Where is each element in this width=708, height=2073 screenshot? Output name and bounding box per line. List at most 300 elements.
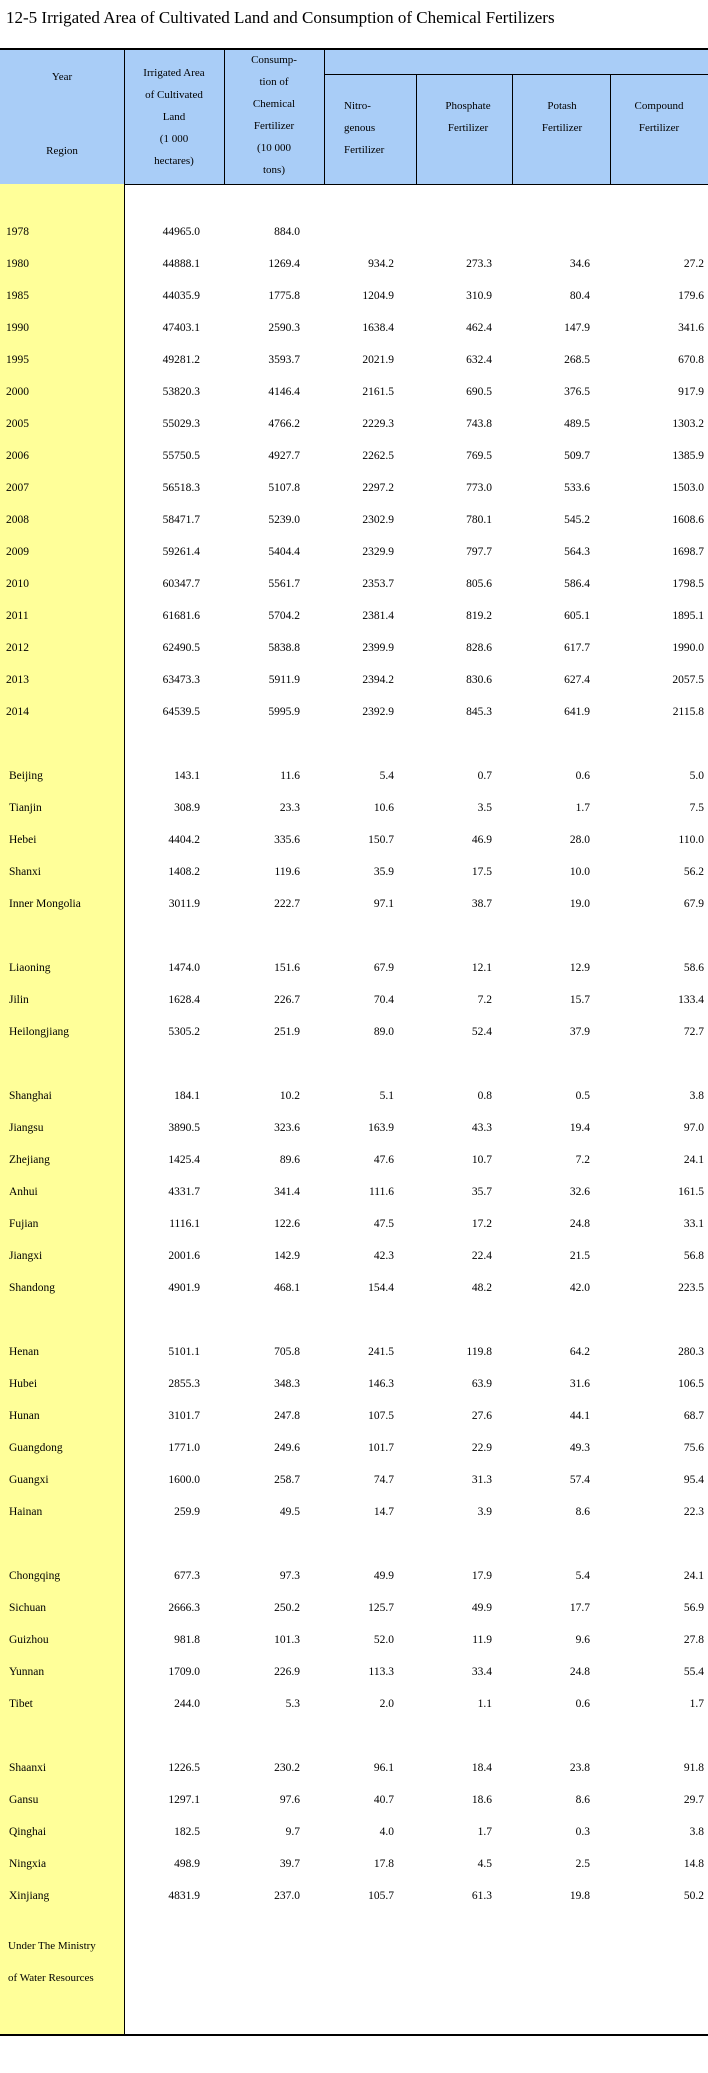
table-cell: 4.5 bbox=[477, 1858, 492, 1870]
table-row bbox=[0, 1464, 708, 1496]
row-label: Henan bbox=[9, 1346, 40, 1358]
table-cell: 40.7 bbox=[373, 1794, 394, 1806]
table-cell: 46.9 bbox=[471, 834, 492, 846]
row-label: Tianjin bbox=[9, 802, 42, 814]
table-cell: 161.5 bbox=[678, 1186, 704, 1198]
table-cell: 1775.8 bbox=[268, 290, 300, 302]
table-row bbox=[0, 664, 708, 696]
header-consumption: Consump- tion of Chemical Fertilizer (10 000 tons) bbox=[251, 54, 297, 176]
header-potash: Potash Fertilizer bbox=[541, 100, 583, 134]
row-label: Shanxi bbox=[9, 866, 41, 878]
table-cell: 917.9 bbox=[678, 386, 704, 398]
table-cell: 1.1 bbox=[477, 1698, 492, 1710]
table-row bbox=[0, 1080, 708, 1112]
table-cell: 2229.3 bbox=[362, 418, 394, 430]
table-cell: 797.7 bbox=[466, 546, 492, 558]
table-row bbox=[0, 1592, 708, 1624]
table-cell: 47403.1 bbox=[162, 322, 200, 334]
table-cell: 55750.5 bbox=[162, 450, 200, 462]
table-cell: 27.8 bbox=[683, 1634, 704, 1646]
table-cell: 147.9 bbox=[564, 322, 590, 334]
table-cell: 586.4 bbox=[564, 578, 590, 590]
table-cell: 59261.4 bbox=[162, 546, 200, 558]
table-cell: 4146.4 bbox=[268, 386, 300, 398]
table-row bbox=[0, 1112, 708, 1144]
table-cell: 250.2 bbox=[274, 1602, 300, 1614]
table-cell: 627.4 bbox=[564, 674, 590, 686]
row-label: Liaoning bbox=[9, 962, 51, 974]
table-cell: 1628.4 bbox=[168, 994, 200, 1006]
table-cell: 35.7 bbox=[471, 1186, 492, 1198]
table-cell: 5995.9 bbox=[268, 706, 300, 718]
table-cell: 0.8 bbox=[477, 1090, 492, 1102]
row-label: 2012 bbox=[6, 642, 29, 654]
table-cell: 64539.5 bbox=[162, 706, 200, 718]
row-label: 2010 bbox=[6, 578, 29, 590]
table-cell: 1297.1 bbox=[168, 1794, 200, 1806]
table-cell: 5.0 bbox=[689, 770, 704, 782]
table-cell: 110.0 bbox=[678, 834, 704, 846]
header-stub-region: Region bbox=[46, 145, 78, 157]
table-row bbox=[0, 440, 708, 472]
table-cell: 2329.9 bbox=[362, 546, 394, 558]
table-cell: 5561.7 bbox=[268, 578, 300, 590]
table-cell: 670.8 bbox=[678, 354, 704, 366]
table-cell: 2297.2 bbox=[362, 482, 394, 494]
row-label: 1985 bbox=[6, 290, 29, 302]
row-label: Hainan bbox=[9, 1506, 43, 1518]
table-cell: 24.8 bbox=[569, 1666, 590, 1678]
table-cell: 44.1 bbox=[569, 1410, 590, 1422]
table-cell: 63473.3 bbox=[162, 674, 200, 686]
table-cell: 97.3 bbox=[279, 1570, 300, 1582]
table-cell: 10.7 bbox=[471, 1154, 492, 1166]
row-label: 2014 bbox=[6, 706, 29, 718]
footer-note bbox=[8, 1930, 96, 1994]
table-cell: 5239.0 bbox=[268, 514, 300, 526]
table-cell: 641.9 bbox=[564, 706, 590, 718]
table-cell: 2.0 bbox=[379, 1698, 394, 1710]
table-cell: 29.7 bbox=[683, 1794, 704, 1806]
table-row bbox=[0, 760, 708, 792]
table-cell: 2001.6 bbox=[168, 1250, 200, 1262]
table-cell: 3.8 bbox=[689, 1826, 704, 1838]
table-cell: 5704.2 bbox=[268, 610, 300, 622]
table-cell: 1204.9 bbox=[362, 290, 394, 302]
table-cell: 0.6 bbox=[575, 770, 590, 782]
table-cell: 151.6 bbox=[274, 962, 300, 974]
row-label: Gansu bbox=[9, 1794, 39, 1806]
table-cell: 11.6 bbox=[280, 770, 300, 782]
table-cell: 154.4 bbox=[368, 1282, 394, 1294]
table-cell: 773.0 bbox=[466, 482, 492, 494]
table-cell: 4766.2 bbox=[268, 418, 300, 430]
table-cell: 97.1 bbox=[373, 898, 394, 910]
row-label: 2006 bbox=[6, 450, 29, 462]
table-cell: 308.9 bbox=[174, 802, 200, 814]
row-label: Hunan bbox=[9, 1410, 40, 1422]
table-cell: 47.6 bbox=[373, 1154, 394, 1166]
row-label: Guangdong bbox=[9, 1442, 63, 1454]
table-cell: 226.7 bbox=[274, 994, 300, 1006]
row-label: Yunnan bbox=[9, 1666, 45, 1678]
table-row bbox=[0, 408, 708, 440]
table-row bbox=[0, 1432, 708, 1464]
table-row bbox=[0, 1336, 708, 1368]
table-cell: 705.8 bbox=[274, 1346, 300, 1358]
table-cell: 0.5 bbox=[575, 1090, 590, 1102]
table-cell: 55029.3 bbox=[162, 418, 200, 430]
table-cell: 323.6 bbox=[274, 1122, 300, 1134]
table-cell: 1408.2 bbox=[168, 866, 200, 878]
table-cell: 179.6 bbox=[678, 290, 704, 302]
table-cell: 3011.9 bbox=[168, 898, 200, 910]
table-row bbox=[0, 1752, 708, 1784]
table-cell: 1.7 bbox=[689, 1698, 704, 1710]
table-cell: 280.3 bbox=[678, 1346, 704, 1358]
table-cell: 49.9 bbox=[373, 1570, 394, 1582]
table-cell: 22.4 bbox=[471, 1250, 492, 1262]
header-subrule bbox=[324, 74, 708, 75]
table-cell: 58.6 bbox=[683, 962, 704, 974]
table-cell: 56518.3 bbox=[162, 482, 200, 494]
table-row bbox=[0, 1272, 708, 1304]
table-cell: 119.6 bbox=[274, 866, 300, 878]
table-cell: 56.8 bbox=[683, 1250, 704, 1262]
row-label: 2011 bbox=[6, 610, 29, 622]
table-cell: 348.3 bbox=[274, 1378, 300, 1390]
table-cell: 37.9 bbox=[569, 1026, 590, 1038]
table-row bbox=[0, 1016, 708, 1048]
table-cell: 5.1 bbox=[379, 1090, 394, 1102]
table-cell: 60347.7 bbox=[162, 578, 200, 590]
table-cell: 1698.7 bbox=[672, 546, 704, 558]
row-label: Guangxi bbox=[9, 1474, 49, 1486]
table-cell: 617.7 bbox=[564, 642, 590, 654]
table-cell: 4404.2 bbox=[168, 834, 200, 846]
table-cell: 7.2 bbox=[477, 994, 492, 1006]
row-label: Shanghai bbox=[9, 1090, 52, 1102]
table-cell: 1.7 bbox=[575, 802, 590, 814]
table-cell: 5.4 bbox=[379, 770, 394, 782]
table-cell: 2399.9 bbox=[362, 642, 394, 654]
table-cell: 80.4 bbox=[569, 290, 590, 302]
table-cell: 2021.9 bbox=[362, 354, 394, 366]
table-cell: 12.9 bbox=[569, 962, 590, 974]
table-cell: 64.2 bbox=[569, 1346, 590, 1358]
table-cell: 241.5 bbox=[368, 1346, 394, 1358]
row-label: Jiangxi bbox=[9, 1250, 43, 1262]
table-cell: 934.2 bbox=[368, 258, 394, 270]
table-cell: 101.7 bbox=[368, 1442, 394, 1454]
table-cell: 1226.5 bbox=[168, 1762, 200, 1774]
table-cell: 1608.6 bbox=[672, 514, 704, 526]
row-label: 2005 bbox=[6, 418, 29, 430]
row-label: Shaanxi bbox=[9, 1762, 47, 1774]
table-cell: 32.6 bbox=[569, 1186, 590, 1198]
table-cell: 107.5 bbox=[368, 1410, 394, 1422]
table-cell: 2353.7 bbox=[362, 578, 394, 590]
table-cell: 5404.4 bbox=[268, 546, 300, 558]
table-cell: 52.4 bbox=[471, 1026, 492, 1038]
header-compound: Compound Fertilizer bbox=[634, 100, 684, 134]
table-cell: 61681.6 bbox=[162, 610, 200, 622]
table-cell: 101.3 bbox=[274, 1634, 300, 1646]
table-cell: 341.4 bbox=[274, 1186, 300, 1198]
table-cell: 67.9 bbox=[683, 898, 704, 910]
table-cell: 61.3 bbox=[471, 1890, 492, 1902]
table-cell: 4927.7 bbox=[268, 450, 300, 462]
table-cell: 39.7 bbox=[279, 1858, 300, 1870]
table-cell: 10.6 bbox=[373, 802, 394, 814]
table-header bbox=[0, 50, 708, 184]
table-cell: 498.9 bbox=[174, 1858, 200, 1870]
table-cell: 56.2 bbox=[683, 866, 704, 878]
table-cell: 5305.2 bbox=[168, 1026, 200, 1038]
row-label: 2000 bbox=[6, 386, 29, 398]
table-row bbox=[0, 472, 708, 504]
table-cell: 268.5 bbox=[564, 354, 590, 366]
table-cell: 273.3 bbox=[466, 258, 492, 270]
table-cell: 805.6 bbox=[466, 578, 492, 590]
table-cell: 1503.0 bbox=[672, 482, 704, 494]
table-row bbox=[0, 984, 708, 1016]
row-label: Heilongjiang bbox=[9, 1026, 70, 1038]
table-cell: 49.9 bbox=[471, 1602, 492, 1614]
table-cell: 4331.7 bbox=[168, 1186, 200, 1198]
table-cell: 74.7 bbox=[373, 1474, 394, 1486]
table-cell: 819.2 bbox=[466, 610, 492, 622]
table-cell: 142.9 bbox=[274, 1250, 300, 1262]
table-cell: 14.8 bbox=[683, 1858, 704, 1870]
table-cell: 335.6 bbox=[274, 834, 300, 846]
table-cell: 2.5 bbox=[575, 1858, 590, 1870]
table-cell: 18.4 bbox=[471, 1762, 492, 1774]
table-cell: 143.1 bbox=[174, 770, 200, 782]
table-row bbox=[0, 792, 708, 824]
table-cell: 163.9 bbox=[368, 1122, 394, 1134]
table-cell: 2161.5 bbox=[362, 386, 394, 398]
table-cell: 57.4 bbox=[569, 1474, 590, 1486]
table-cell: 2262.5 bbox=[362, 450, 394, 462]
table-cell: 33.1 bbox=[683, 1218, 704, 1230]
table-cell: 31.3 bbox=[471, 1474, 492, 1486]
row-label: Xinjiang bbox=[9, 1890, 50, 1902]
table-cell: 53820.3 bbox=[162, 386, 200, 398]
table-cell: 23.3 bbox=[279, 802, 300, 814]
table-cell: 24.1 bbox=[683, 1570, 704, 1582]
table-cell: 24.1 bbox=[683, 1154, 704, 1166]
table-cell: 48.2 bbox=[471, 1282, 492, 1294]
table-cell: 632.4 bbox=[466, 354, 492, 366]
table-cell: 49281.2 bbox=[162, 354, 200, 366]
table-row bbox=[0, 696, 708, 728]
table-row bbox=[0, 536, 708, 568]
table-cell: 690.5 bbox=[466, 386, 492, 398]
table-cell: 5.3 bbox=[285, 1698, 300, 1710]
row-label: 1978 bbox=[6, 226, 29, 238]
table-cell: 67.9 bbox=[373, 962, 394, 974]
table-cell: 7.2 bbox=[575, 1154, 590, 1166]
table-cell: 50.2 bbox=[683, 1890, 704, 1902]
row-label: 1990 bbox=[6, 322, 29, 334]
table-cell: 2115.8 bbox=[672, 706, 704, 718]
table-cell: 845.3 bbox=[466, 706, 492, 718]
table-cell: 21.5 bbox=[569, 1250, 590, 1262]
table-cell: 55.4 bbox=[683, 1666, 704, 1678]
table-cell: 2057.5 bbox=[672, 674, 704, 686]
table-cell: 310.9 bbox=[466, 290, 492, 302]
table-row bbox=[0, 1848, 708, 1880]
table-cell: 223.5 bbox=[678, 1282, 704, 1294]
table-cell: 5838.8 bbox=[268, 642, 300, 654]
table-cell: 468.1 bbox=[274, 1282, 300, 1294]
table-cell: 4831.9 bbox=[168, 1890, 200, 1902]
table-cell: 244.0 bbox=[174, 1698, 200, 1710]
table-row bbox=[0, 600, 708, 632]
table-cell: 4.0 bbox=[379, 1826, 394, 1838]
table-cell: 1895.1 bbox=[672, 610, 704, 622]
table-cell: 3890.5 bbox=[168, 1122, 200, 1134]
table-cell: 0.7 bbox=[477, 770, 492, 782]
table-cell: 9.7 bbox=[285, 1826, 300, 1838]
row-label: Ningxia bbox=[9, 1858, 47, 1870]
table-cell: 2394.2 bbox=[362, 674, 394, 686]
table-cell: 31.6 bbox=[569, 1378, 590, 1390]
table-cell: 17.2 bbox=[471, 1218, 492, 1230]
table-cell: 4901.9 bbox=[168, 1282, 200, 1294]
bottom-rule bbox=[0, 2034, 708, 2036]
table-cell: 2381.4 bbox=[362, 610, 394, 622]
table-cell: 1116.1 bbox=[169, 1218, 200, 1230]
table-cell: 258.7 bbox=[274, 1474, 300, 1486]
row-label: Beijing bbox=[9, 770, 43, 782]
table-cell: 5107.8 bbox=[268, 482, 300, 494]
table-cell: 113.3 bbox=[368, 1666, 394, 1678]
table-title: 12-5 Irrigated Area of Cultivated Land and Consumption of Chemical Fertilizers bbox=[6, 8, 555, 27]
table-cell: 2302.9 bbox=[362, 514, 394, 526]
table-cell: 72.7 bbox=[683, 1026, 704, 1038]
table-cell: 133.4 bbox=[678, 994, 704, 1006]
table-cell: 38.7 bbox=[471, 898, 492, 910]
header-rule-v4 bbox=[416, 74, 417, 184]
table-cell: 27.2 bbox=[683, 258, 704, 270]
table-cell: 43.3 bbox=[471, 1122, 492, 1134]
table-cell: 19.8 bbox=[569, 1890, 590, 1902]
row-label: Fujian bbox=[9, 1218, 39, 1230]
table-cell: 28.0 bbox=[569, 834, 590, 846]
table-cell: 184.1 bbox=[174, 1090, 200, 1102]
table-cell: 11.9 bbox=[472, 1634, 492, 1646]
table-cell: 884.0 bbox=[274, 226, 300, 238]
row-label: Anhui bbox=[9, 1186, 38, 1198]
table-cell: 981.8 bbox=[174, 1634, 200, 1646]
table-cell: 226.9 bbox=[274, 1666, 300, 1678]
table-row bbox=[0, 1144, 708, 1176]
table-row bbox=[0, 1624, 708, 1656]
table-cell: 23.8 bbox=[569, 1762, 590, 1774]
table-cell: 2666.3 bbox=[168, 1602, 200, 1614]
table-cell: 8.6 bbox=[575, 1506, 590, 1518]
header-rule-v2 bbox=[224, 50, 225, 184]
header-rule-v1 bbox=[124, 50, 125, 184]
table-cell: 1709.0 bbox=[168, 1666, 200, 1678]
table-cell: 17.7 bbox=[569, 1602, 590, 1614]
table-row bbox=[0, 1208, 708, 1240]
table-cell: 122.6 bbox=[274, 1218, 300, 1230]
table-cell: 19.0 bbox=[569, 898, 590, 910]
row-label: 1995 bbox=[6, 354, 29, 366]
table-row bbox=[0, 216, 708, 248]
table-cell: 49.5 bbox=[279, 1506, 300, 1518]
row-label: Guizhou bbox=[9, 1634, 49, 1646]
row-label: Jilin bbox=[9, 994, 29, 1006]
table-cell: 106.5 bbox=[678, 1378, 704, 1390]
table-cell: 91.8 bbox=[683, 1762, 704, 1774]
table-row bbox=[0, 248, 708, 280]
table-cell: 230.2 bbox=[274, 1762, 300, 1774]
table-cell: 1600.0 bbox=[168, 1474, 200, 1486]
table-row bbox=[0, 312, 708, 344]
table-cell: 49.3 bbox=[569, 1442, 590, 1454]
table-cell: 111.6 bbox=[368, 1186, 394, 1198]
table-cell: 1798.5 bbox=[672, 578, 704, 590]
footer-line: of Water Resources bbox=[8, 1972, 94, 1984]
table-cell: 3.8 bbox=[689, 1090, 704, 1102]
table-cell: 2855.3 bbox=[168, 1378, 200, 1390]
table-row bbox=[0, 1656, 708, 1688]
table-cell: 5.4 bbox=[575, 1570, 590, 1582]
table-cell: 1.7 bbox=[477, 1826, 492, 1838]
table-cell: 182.5 bbox=[174, 1826, 200, 1838]
table-cell: 830.6 bbox=[466, 674, 492, 686]
row-label: Hubei bbox=[9, 1378, 38, 1390]
table-cell: 341.6 bbox=[678, 322, 704, 334]
table-cell: 27.6 bbox=[471, 1410, 492, 1422]
table-cell: 15.7 bbox=[569, 994, 590, 1006]
table-cell: 17.9 bbox=[471, 1570, 492, 1582]
table-cell: 462.4 bbox=[466, 322, 492, 334]
table-cell: 2392.9 bbox=[362, 706, 394, 718]
table-cell: 0.6 bbox=[575, 1698, 590, 1710]
table-cell: 10.2 bbox=[279, 1090, 300, 1102]
table-row bbox=[0, 824, 708, 856]
table-cell: 237.0 bbox=[274, 1890, 300, 1902]
table-cell: 89.0 bbox=[373, 1026, 394, 1038]
table-cell: 376.5 bbox=[564, 386, 590, 398]
table-cell: 259.9 bbox=[174, 1506, 200, 1518]
table-row bbox=[0, 952, 708, 984]
table-cell: 1425.4 bbox=[168, 1154, 200, 1166]
table-cell: 42.3 bbox=[373, 1250, 394, 1262]
table-cell: 97.6 bbox=[279, 1794, 300, 1806]
row-label: 2013 bbox=[6, 674, 29, 686]
table-cell: 769.5 bbox=[466, 450, 492, 462]
table-cell: 125.7 bbox=[368, 1602, 394, 1614]
table-row bbox=[0, 280, 708, 312]
table-cell: 222.7 bbox=[274, 898, 300, 910]
table-row bbox=[0, 344, 708, 376]
table-cell: 545.2 bbox=[564, 514, 590, 526]
row-label: Qinghai bbox=[9, 1826, 47, 1838]
table-cell: 44888.1 bbox=[162, 258, 200, 270]
table-cell: 1990.0 bbox=[672, 642, 704, 654]
row-label: Jiangsu bbox=[9, 1122, 44, 1134]
table-cell: 1771.0 bbox=[168, 1442, 200, 1454]
table-row bbox=[0, 1400, 708, 1432]
table-cell: 3.9 bbox=[477, 1506, 492, 1518]
table-cell: 96.1 bbox=[373, 1762, 394, 1774]
